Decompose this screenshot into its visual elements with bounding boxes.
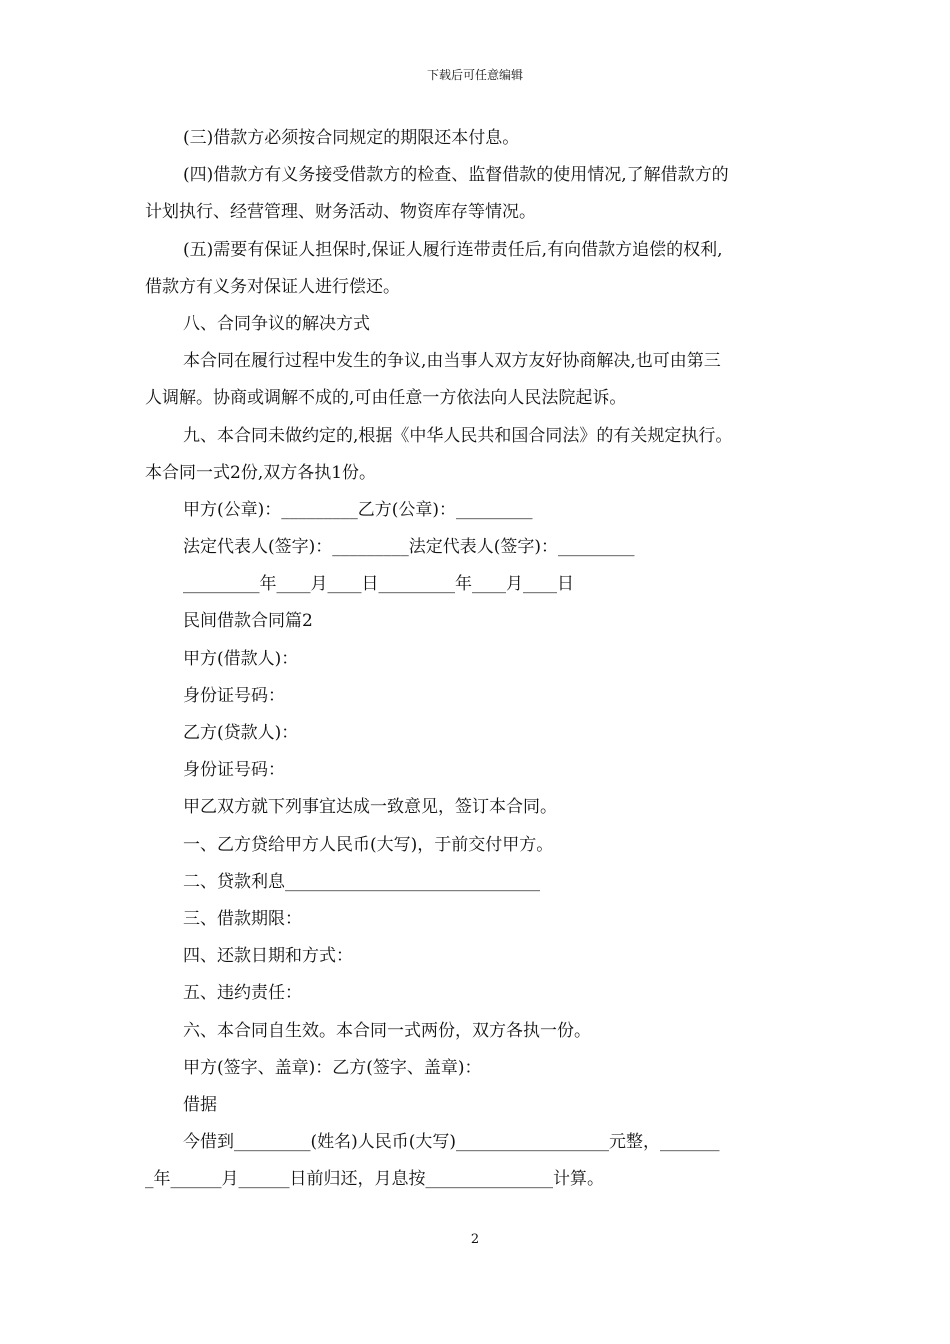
text-line: 民间借款合同篇2: [183, 611, 313, 632]
text-line: 二、贷款利息______________________________: [183, 871, 540, 892]
text-line: 身份证号码：: [183, 760, 285, 781]
text-line: 一、乙方贷给甲方人民币(大写)，于前交付甲方。: [183, 834, 554, 855]
text-line: _________年____月____日_________年____月____日: [183, 574, 574, 595]
text-line: 本合同在履行过程中发生的争议,由当事人双方友好协商解决,也可由第三: [183, 351, 721, 372]
text-line: 借据: [183, 1094, 217, 1115]
text-line: _年______月______日前归还，月息按_______________计算。: [145, 1169, 604, 1190]
text-line: 甲方(签字、盖章)：乙方(签字、盖章)：: [183, 1057, 482, 1078]
text-line: 今借到_________(姓名)人民币(大写)__________________元整，_______: [183, 1132, 720, 1153]
text-line: (三)借款方必须按合同规定的期限还本付息。: [183, 128, 520, 148]
text-line: 三、借款期限：: [183, 908, 302, 929]
page-number: 2: [470, 1232, 480, 1247]
text-line: 身份证号码：: [183, 685, 285, 706]
text-line: 计划执行、经营管理、财务活动、物资库存等情况。: [145, 202, 536, 223]
text-line: (五)需要有保证人担保时,保证人履行连带责任后,有向借款方追偿的权利,: [183, 239, 723, 260]
text-line: 五、违约责任：: [183, 983, 302, 1004]
text-line: 本合同一式2份,双方各执1份。: [145, 462, 377, 483]
text-line: 甲方(借款人)：: [183, 648, 299, 669]
text-line: (四)借款方有义务接受借款方的检查、监督借款的使用情况,了解借款方的: [183, 165, 729, 186]
page-header: 下载后可任意编辑: [426, 68, 523, 82]
text-line: 六、本合同自生效。本合同一式两份，双方各执一份。: [183, 1020, 591, 1041]
text-line: 四、还款日期和方式：: [183, 946, 353, 967]
text-line: 甲方(公章)：_________乙方(公章)：_________: [183, 499, 533, 520]
text-line: 人调解。协商或调解不成的,可由任意一方依法向人民法院起诉。: [145, 388, 627, 409]
text-line: 法定代表人(签字)：_________法定代表人(签字)：_________: [183, 537, 635, 558]
document-body: [145, 120, 810, 1198]
text-line: 乙方(贷款人)：: [183, 723, 299, 743]
text-line: 甲乙双方就下列事宜达成一致意见，签订本合同。: [183, 797, 557, 818]
text-line: 八、合同争议的解决方式: [183, 313, 370, 334]
text-line: 借款方有义务对保证人进行偿还。: [145, 276, 400, 297]
text-line: 九、本合同未做约定的,根据《中华人民共和国合同法》的有关规定执行。: [183, 425, 733, 446]
